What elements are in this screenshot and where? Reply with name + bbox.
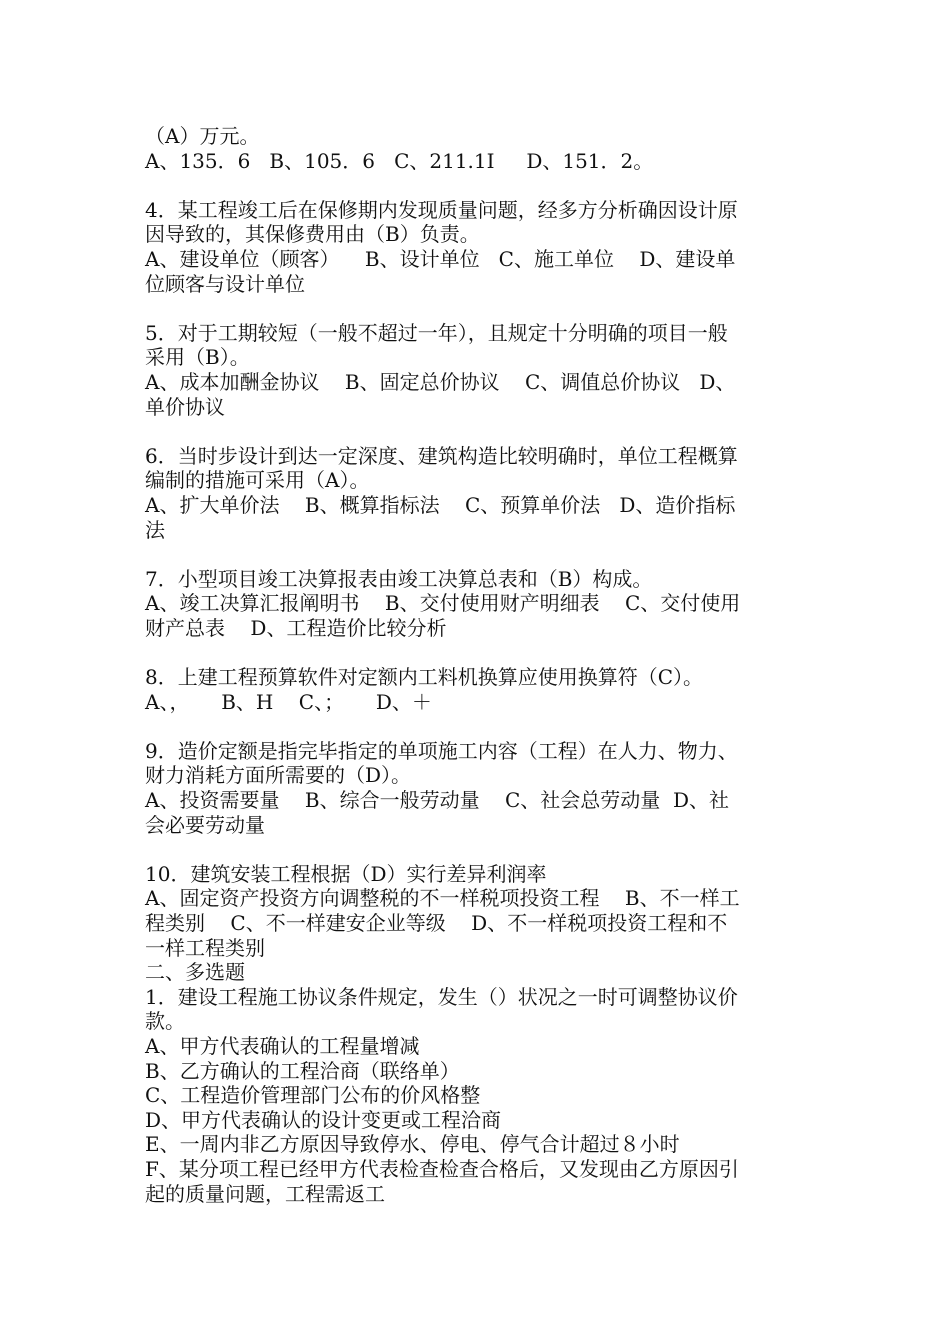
section-heading: 二、多选题 xyxy=(145,960,245,985)
blank-line xyxy=(145,296,810,321)
question-5-options: 单价协议 xyxy=(145,394,225,419)
blank-line xyxy=(145,542,810,567)
question-9-options: A、投资需要量 B、综合一般劳动量 C、社会总劳动量 D、社 xyxy=(145,788,730,813)
question-4-options: A、建设单位（顾客） B、设计单位 C、施工单位 D、建设单 xyxy=(145,246,736,271)
question-7-options: 财产总表 D、工程造价比较分析 xyxy=(145,615,447,640)
multi-question-1-option-d: D、甲方代表确认的设计变更或工程洽商 xyxy=(145,1107,502,1132)
blank-line xyxy=(145,640,810,665)
question-10-options: 程类别 C、不一样建安企业等级 D、不一样税项投资工程和不 xyxy=(145,911,728,935)
question-5-options: A、成本加酬金协议 B、固定总价协议 C、调值总价协议 D、 xyxy=(145,369,736,394)
blank-line xyxy=(145,837,810,862)
multi-question-1-stem: 1．建设工程施工协议条件规定，发生（）状况之一时可调整协议价 xyxy=(145,984,738,1009)
question-10-stem: 10．建筑安装工程根据（D）实行差异利润率 xyxy=(145,861,547,886)
blank-line xyxy=(145,173,810,198)
blank-line xyxy=(145,714,810,739)
text-line: A、135．6 B、105．6 C、211.1I D、151．2。 xyxy=(145,148,654,173)
question-8-stem: 8．上建工程预算软件对定额内工料机换算应使用换算符（C）。 xyxy=(145,665,704,690)
multi-question-1-option-f: F、某分项工程已经甲方代表检查检查合格后，又发现由乙方原因引 xyxy=(145,1156,739,1181)
question-6-stem: 编制的措施可采用（A）。 xyxy=(145,468,370,493)
multi-question-1-option-b: B、乙方确认的工程洽商（联络单） xyxy=(145,1058,460,1083)
question-6-options: A、扩大单价法 B、概算指标法 C、预算单价法 D、造价指标 xyxy=(145,492,736,517)
document-page xyxy=(145,124,810,1206)
question-6-stem: 6．当时步设计到达一定深度、建筑构造比较明确时，单位工程概算 xyxy=(145,443,738,468)
question-4-options: 位顾客与设计单位 xyxy=(145,271,305,296)
question-6-options: 法 xyxy=(145,517,165,542)
multi-question-1-option-f: 起的质量问题，工程需返工 xyxy=(145,1181,385,1206)
question-8-options: A、， B、H C、； D、＋ xyxy=(145,689,432,714)
question-7-stem: 7．小型项目竣工决算报表由竣工决算总表和（B）构成。 xyxy=(145,566,653,591)
question-4-stem: 4．某工程竣工后在保修期内发现质量问题，经多方分析确因设计原 xyxy=(145,197,738,222)
multi-question-1-stem: 款。 xyxy=(145,1009,185,1034)
question-9-stem: 9．造价定额是指完毕指定的单项施工内容（工程）在人力、物力、 xyxy=(145,738,738,763)
multi-question-1-option-a: A、甲方代表确认的工程量增减 xyxy=(145,1033,420,1058)
question-5-stem: 采用（B）。 xyxy=(145,345,250,370)
question-9-options: 会必要劳动量 xyxy=(145,812,265,837)
question-5-stem: 5．对于工期较短（一般不超过一年），且规定十分明确的项目一般 xyxy=(145,320,728,345)
text-line: （A）万元。 xyxy=(145,124,260,148)
multi-question-1-option-c: C、工程造价管理部门公布的价风格整 xyxy=(145,1083,481,1108)
question-4-stem: 因导致的，其保修费用由（B）负责。 xyxy=(145,222,480,247)
question-9-stem: 财力消耗方面所需要的（D）。 xyxy=(145,763,412,788)
question-10-options: A、固定资产投资方向调整税的不一样税项投资工程 B、不一样工 xyxy=(145,886,740,911)
question-7-options: A、竣工决算汇报阐明书 B、交付使用财产明细表 C、交付使用 xyxy=(145,591,741,616)
question-10-options: 一样工程类别 xyxy=(145,935,265,960)
blank-line xyxy=(145,419,810,444)
multi-question-1-option-e: E、一周内非乙方原因导致停水、停电、停气合计超过８小时 xyxy=(145,1132,680,1157)
